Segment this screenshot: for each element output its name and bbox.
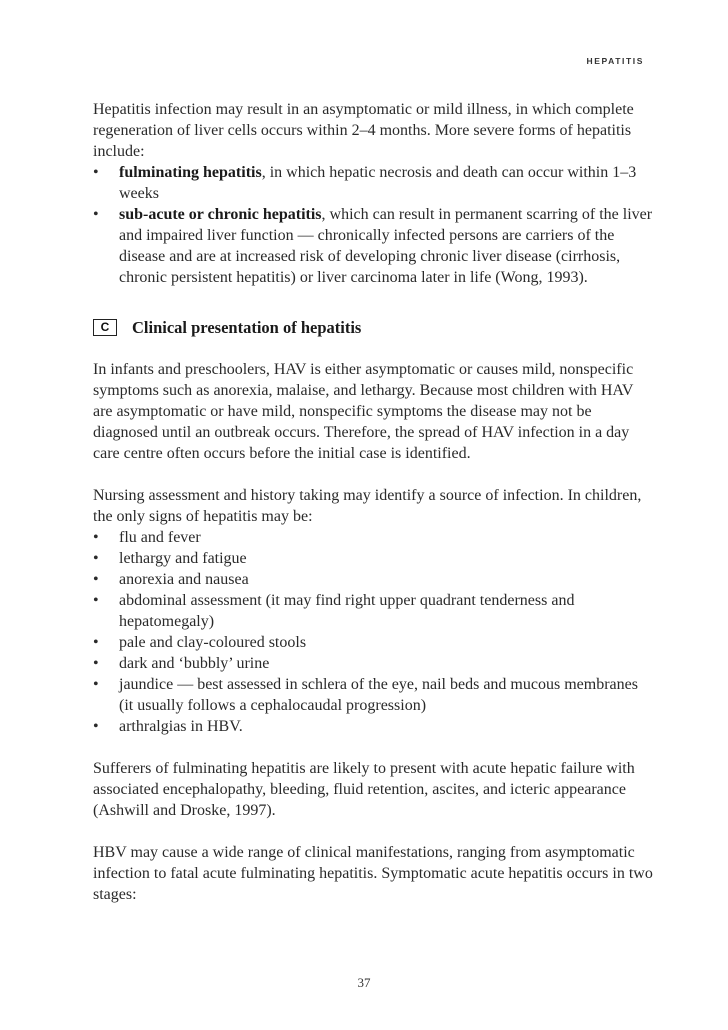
signs-list [93, 527, 653, 737]
list-item [93, 204, 653, 288]
paragraph-nursing-assessment: Nursing assessment and history taking may identify a source of infection. In children, the only signs of hepatitis may be: [93, 487, 642, 525]
bullet-glyph: • [93, 676, 99, 693]
section-letter-box: C [93, 319, 117, 336]
list-item-text: arthralgias in HBV. [119, 718, 243, 735]
paragraph-hbv: HBV may cause a wide range of clinical manifestations, ranging from asymptomatic infection to fatal acute fulminating hepatitis. Symptomatic acute hepatitis occurs in two stages: [93, 844, 653, 903]
list-item-text: anorexia and nausea [119, 571, 249, 588]
list-item [93, 162, 653, 204]
bullet-glyph: • [93, 634, 99, 651]
list-item [93, 716, 653, 737]
list-item-text: , in which hepatic necrosis and death can occur within 1–3 weeks [119, 164, 637, 202]
bullet-glyph: • [93, 592, 99, 609]
running-head: HEPATITIS [586, 56, 644, 66]
list-item [93, 590, 653, 632]
page-number: 37 [357, 975, 371, 990]
bullet-glyph: • [93, 529, 99, 546]
list-item-text: , which can result in permanent scarring of the liver and impaired liver function — chronically infected persons are carriers of the disease and are at increased risk of developing chronic liver disease (cirrhosis, chronic persistent hepatitis) or liver carcinoma later in life (Wong, 1993). [119, 206, 653, 286]
hepatitis-forms-list [93, 162, 653, 288]
list-item [93, 527, 653, 548]
list-item-text: pale and clay-coloured stools [119, 634, 307, 651]
bullet-glyph: • [93, 164, 99, 181]
list-item [93, 674, 653, 716]
page-content [93, 99, 653, 905]
list-item [93, 653, 653, 674]
list-item-text: flu and fever [119, 529, 201, 546]
bullet-glyph: • [93, 655, 99, 672]
paragraph-infants: In infants and preschoolers, HAV is either asymptomatic or causes mild, nonspecific symptoms such as anorexia, malaise, and lethargy. Because most children with HAV are asymptomatic or have mild, nonspecific symptoms the disease may not be diagnosed until an outbreak occurs. Therefore, the spread of HAV infection in a day care centre often occurs before the initial case is identified. [93, 361, 634, 462]
term-chronic-hepatitis: sub-acute or chronic hepatitis [119, 206, 322, 223]
bullet-glyph: • [93, 718, 99, 735]
intro-paragraph: Hepatitis infection may result in an asymptomatic or mild illness, in which complete regeneration of liver cells occurs within 2–4 months. More severe forms of hepatitis include: [93, 101, 634, 160]
section-title: Clinical presentation of hepatitis [132, 318, 362, 337]
list-item-text: abdominal assessment (it may find right upper quadrant tenderness and hepatomegaly) [119, 592, 575, 630]
bullet-glyph: • [93, 206, 99, 223]
bullet-glyph: • [93, 550, 99, 567]
bullet-glyph: • [93, 571, 99, 588]
list-item-text: dark and ‘bubbly’ urine [119, 655, 270, 672]
list-item [93, 569, 653, 590]
list-item-text: jaundice — best assessed in schlera of the eye, nail beds and mucous membranes (it usually follows a cephalocaudal progression) [119, 676, 638, 714]
list-item-text: lethargy and fatigue [119, 550, 247, 567]
list-item [93, 548, 653, 569]
section-heading [93, 317, 653, 338]
paragraph-fulminating: Sufferers of fulminating hepatitis are likely to present with acute hepatic failure with associated encephalopathy, bleeding, fluid retention, ascites, and icteric appearance (Ashwill and Droske, 1997). [93, 760, 635, 819]
term-fulminating-hepatitis: fulminating hepatitis [119, 164, 262, 181]
list-item [93, 632, 653, 653]
